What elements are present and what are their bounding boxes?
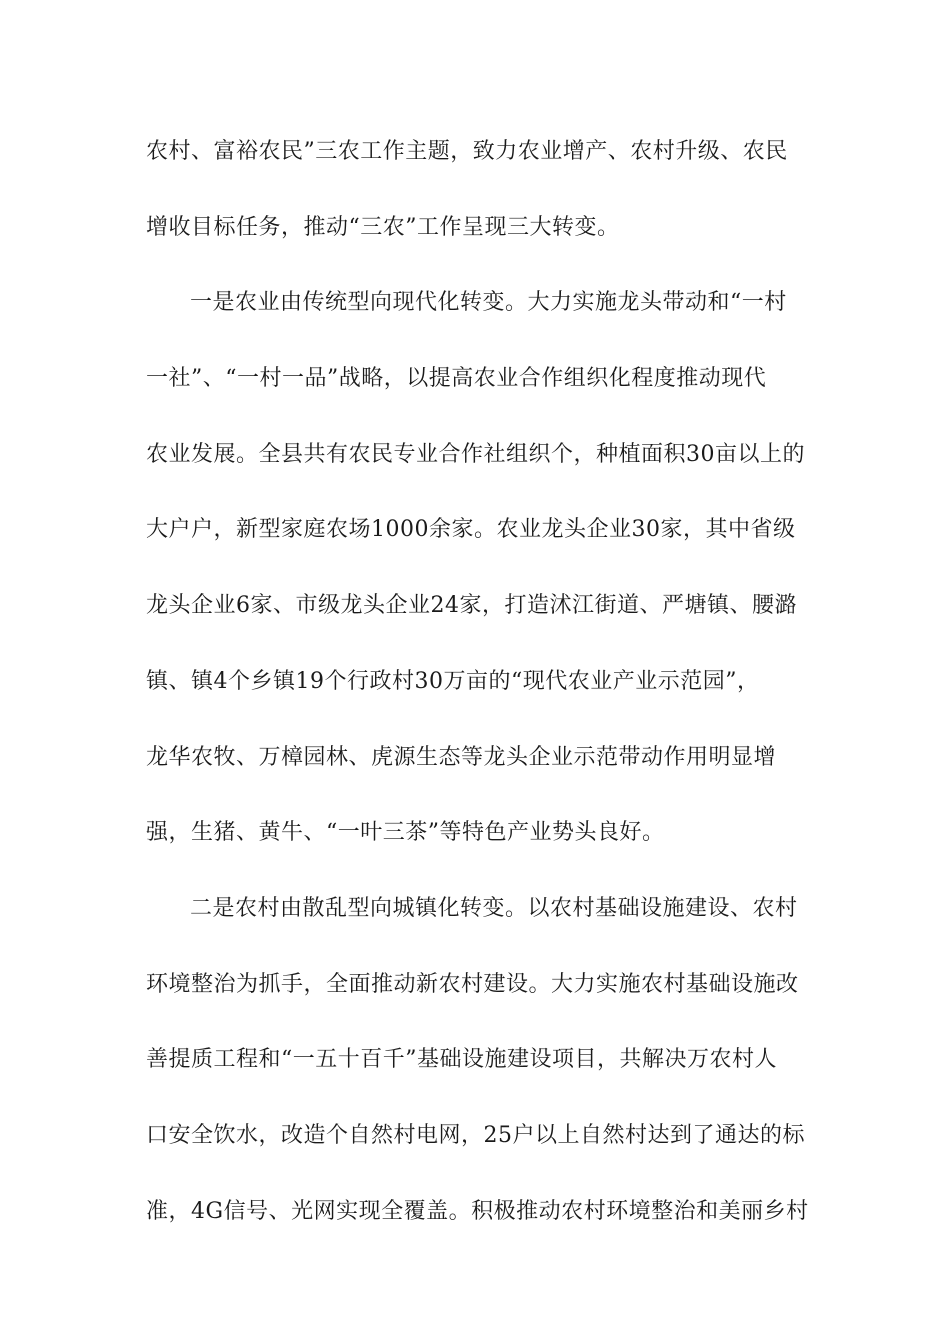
document-body [146, 130, 809, 1265]
text-line: 龙头企业6家、市级龙头企业24家，打造沭江街道、严塘镇、腰潞 [146, 593, 797, 619]
text-line: 农村、富裕农民”三农工作主题，致力农业增产、农村升级、农民 [146, 139, 788, 164]
paragraph-start-line: 二是农村由散乱型向城镇化转变。以农村基础设施建设、农村 [190, 895, 798, 921]
text-line: 善提质工程和“一五十百千”基础设施建设项目，共解决万农村人 [146, 1047, 777, 1073]
paragraph-start-line: 一是农业由传统型向现代化转变。大力实施龙头带动和“一村 [190, 290, 787, 316]
text-line: 龙华农牧、万樟园林、虎源生态等龙头企业示范带动作用明显增 [146, 744, 777, 770]
text-line: 镇、镇4个乡镇19个行政村30万亩的“现代农业产业示范园”， [146, 668, 760, 694]
text-line: 强，生猪、黄牛、“一叶三茶”等特色产业势头良好。 [146, 820, 665, 846]
text-line: 大户户，新型家庭农场1000余家。农业龙头企业30家，其中省级 [146, 517, 796, 543]
text-line: 口安全饮水，改造个自然村电网，25户以上自然村达到了通达的标 [146, 1122, 805, 1148]
text-line: 农业发展。全县共有农民专业合作社组织个，种植面积30亩以上的 [146, 441, 805, 467]
text-line: 增收目标任务，推动“三农”工作呈现三大转变。 [146, 214, 620, 240]
text-line: 环境整治为抓手，全面推动新农村建设。大力实施农村基础设施改 [146, 971, 799, 997]
text-line: 准，4G信号、光网实现全覆盖。积极推动农村环境整治和美丽乡村 [146, 1198, 809, 1224]
text-line: 一社”、“一村一品”战略，以提高农业合作组织化程度推动现代 [146, 366, 767, 392]
